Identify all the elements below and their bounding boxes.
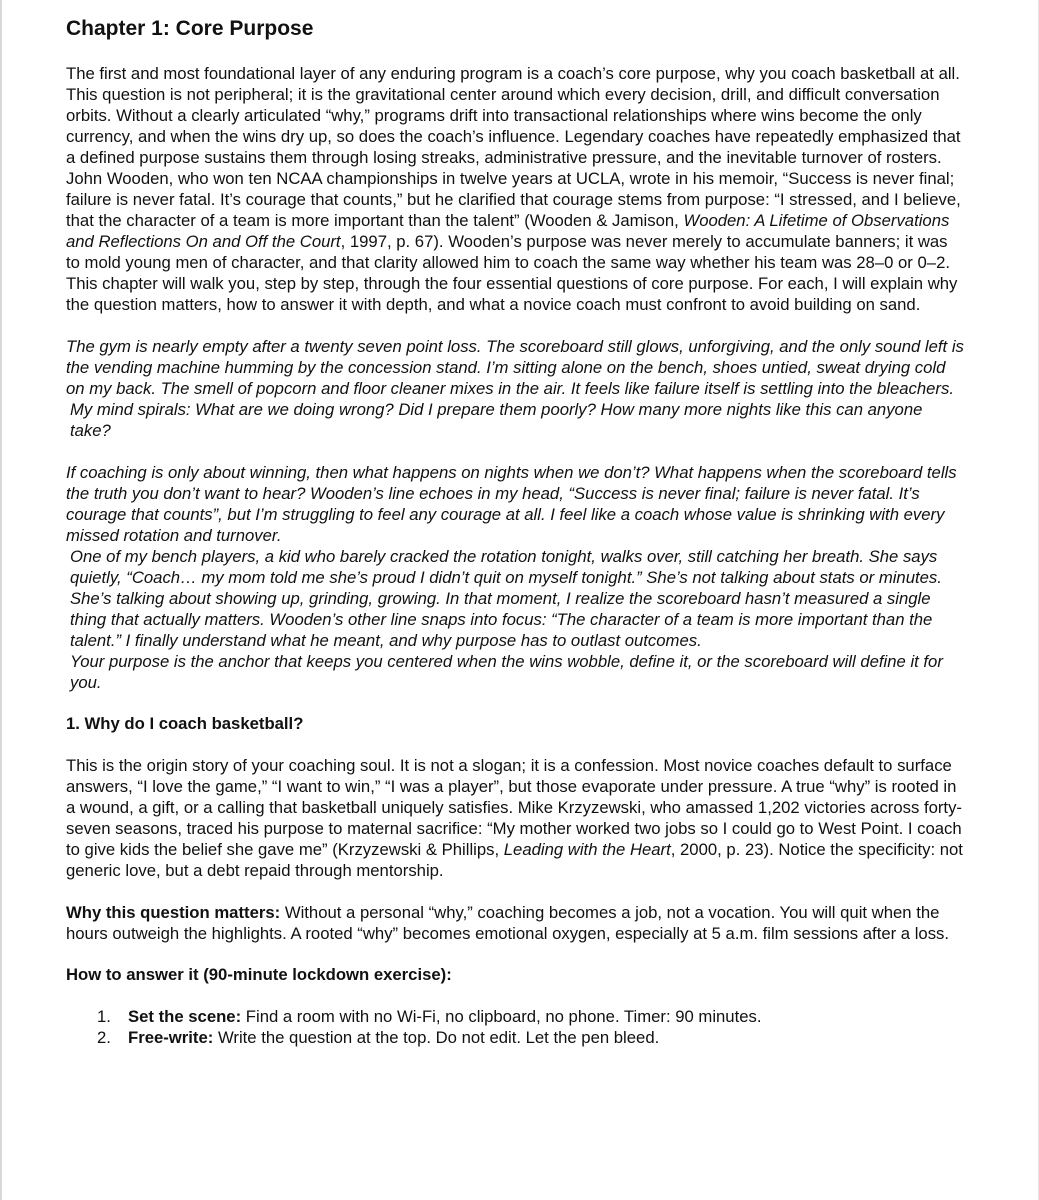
intro-book-title: Wooden: A Lifetime of Observations and Reflections On and Off the Court [66,211,950,251]
page-edge-left [0,0,2,1200]
intro-paragraph [66,63,966,315]
story-2-paragraph-c: Your purpose is the anchor that keeps you centered when the wins wobble, define it, or the scoreboard will define it for you. [70,652,943,692]
story-2-paragraph-a: If coaching is only about winning, then what happens on nights when we don’t? What happens when the scoreboard tells the truth you don’t want to hear? Wooden’s line echoes in my head, “Success is never final; failure is never fatal. It’s courage that counts”, but I’m struggling to feel any courage at all. I feel like a coach whose value is shrinking with every missed rotation and turnover. [66,463,957,545]
section-1-heading: 1. Why do I coach basketball? [66,714,304,733]
intro-text-part2: , 1997, p. 67). Wooden’s purpose was never merely to accumulate banners; it was to mold young men of character, and that clarity allowed him to coach the same way whether his team was 28–0 or 0–2. This chapter will walk you, step by step, through the four essential questions of core purpose. For each, I will explain why the question matters, how to answer it with depth, and what a novice coach must confront to avoid building on sand. [66,232,958,314]
why-matters-label: Why this question matters: [66,903,281,922]
document-page [66,0,966,1048]
list-item [66,1006,966,1027]
list-item-label: Set the scene: [128,1007,242,1026]
story-1-paragraph-a: The gym is nearly empty after a twenty seven point loss. The scoreboard still glows, unforgiving, and the only sound left is the vending machine humming by the concession stand. I’m sitting alone on the bench, shoes untied, sweat drying cold on my back. The smell of popcorn and floor cleaner mixes in the air. It feels like failure itself is settling into the bleachers. [66,337,964,398]
section-1-paragraph [66,755,966,881]
list-item-number: 1. [97,1007,111,1026]
list-item [66,1027,966,1048]
why-matters-text: Without a personal “why,” coaching becomes a job, not a vocation. You will quit when the hours outweigh the highlights. A rooted “why” becomes emotional oxygen, especially at 5 a.m. film sessions after a loss. [66,903,950,943]
section-1-text: This is the origin story of your coaching soul. It is not a slogan; it is a confession. Most novice coaches default to surface answers, “I love the game,” “I want to win,” “I was a player”, but those evaporate under pressure. A true “why” is rooted in a wound, a gift, or a calling that basketball uniquely satisfies. Mike Krzyzewski, who amassed 1,202 victories across forty-seven seasons, traced his purpose to maternal sacrifice: “My mother worked two jobs so I could go to West Point. I coach to give kids the belief she gave me” (Krzyzewski & Phillips, [66,756,962,859]
list-item-text: Find a room with no Wi-Fi, no clipboard, no phone. Timer: 90 minutes. [241,1007,762,1026]
list-item-text: Write the question at the top. Do not edit. Let the pen bleed. [213,1028,660,1047]
why-matters-paragraph [66,902,966,944]
section-1-text-end: , 2000, p. 23). Notice the specificity: not generic love, but a debt repaid through mentorship. [66,840,963,880]
steps-list [66,1006,966,1048]
list-item-label: Free-write: [128,1028,214,1047]
intro-text-part1: The first and most foundational layer of any enduring program is a coach’s core purpose, why you coach basketball at all. This question is not peripheral; it is the gravitational center around which every decision, drill, and difficult conversation orbits. Without a clearly articulated “why,” programs drift into transactional relationships where wins become the only currency, and when the wins dry up, so does the coach’s influence. Legendary coaches have repeatedly emphasized that a defined purpose sustains them through losing streaks, administrative pressure, and the inevitable turnover of rosters. John Wooden, who won ten NCAA championships in twelve years at UCLA, wrote in his memoir, “Success is never final; failure is never fatal. It’s courage that counts,” but he clarified that courage stems from purpose: “I stressed, and I believe, that the character of a team is more important than the talent” (Wooden & Jamison, [66,64,961,230]
section-1-book-title: Leading with the Heart [503,840,671,859]
list-item-number: 2. [97,1028,111,1047]
chapter-title: Chapter 1: Core Purpose [66,17,314,40]
story-2-paragraph-b: One of my bench players, a kid who barely cracked the rotation tonight, walks over, still catching her breath. She says quietly, “Coach… my mom told me she’s proud I didn’t quit on myself tonight.” She’s not talking about stats or minutes. She’s talking about showing up, grinding, growing. In that moment, I realize the scoreboard hasn’t measured a single thing that actually matters. Wooden’s other line snaps into focus: “The character of a team is more important than the talent.” I finally understand what he meant, and why purpose has to outlast outcomes. [70,547,942,650]
story-1-paragraph-b: My mind spirals: What are we doing wrong? Did I prepare them poorly? How many more nights like this can anyone take? [70,400,923,440]
how-to-answer-heading: How to answer it (90-minute lockdown exercise): [66,965,452,984]
